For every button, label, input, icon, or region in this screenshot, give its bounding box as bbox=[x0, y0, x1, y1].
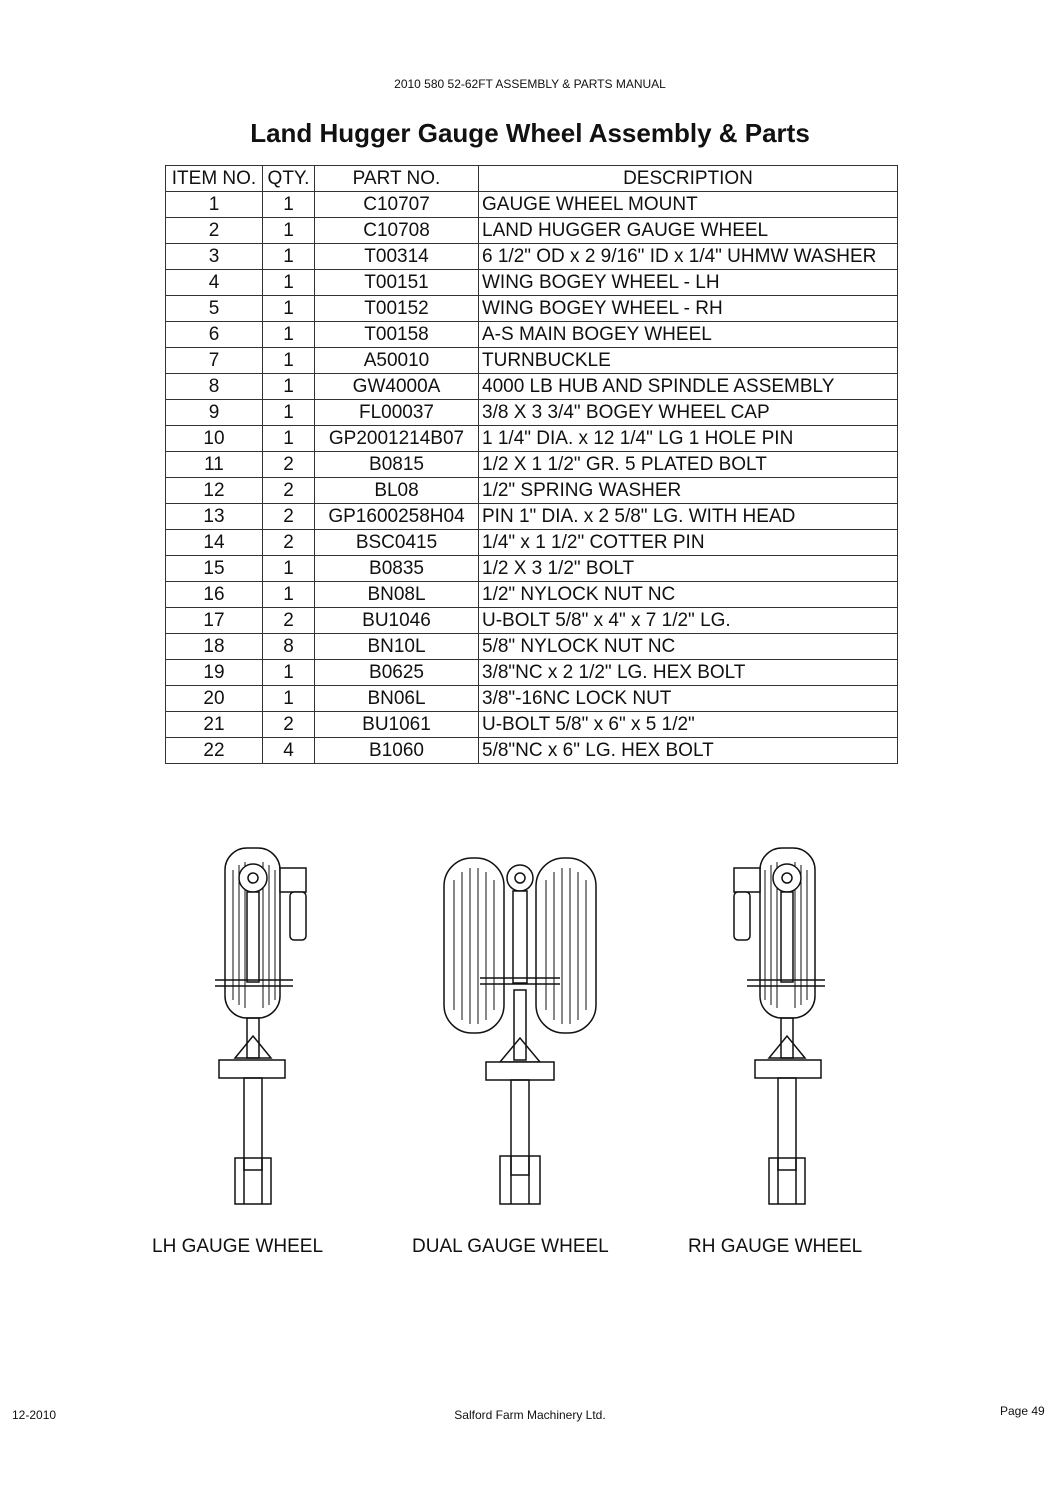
dual-gauge-wheel-drawing bbox=[440, 850, 600, 1205]
cell-qty: 4 bbox=[263, 738, 315, 764]
cell-description: 5/8"NC x 6" LG. HEX BOLT bbox=[479, 738, 898, 764]
cell-qty: 1 bbox=[263, 660, 315, 686]
table-row bbox=[166, 296, 898, 322]
cell-item-no: 4 bbox=[166, 270, 263, 296]
table-row bbox=[166, 244, 898, 270]
cell-part-no: BSC0415 bbox=[315, 530, 479, 556]
column-header-description: DESCRIPTION bbox=[479, 166, 898, 192]
cell-item-no: 22 bbox=[166, 738, 263, 764]
cell-part-no: BN08L bbox=[315, 582, 479, 608]
cell-part-no: T00158 bbox=[315, 322, 479, 348]
cell-description: 1/4" x 1 1/2" COTTER PIN bbox=[479, 530, 898, 556]
cell-qty: 2 bbox=[263, 478, 315, 504]
cell-qty: 1 bbox=[263, 686, 315, 712]
cell-item-no: 14 bbox=[166, 530, 263, 556]
cell-item-no: 15 bbox=[166, 556, 263, 582]
table-row bbox=[166, 374, 898, 400]
cell-qty: 2 bbox=[263, 530, 315, 556]
cell-qty: 1 bbox=[263, 582, 315, 608]
column-header-qty: QTY. bbox=[263, 166, 315, 192]
cell-item-no: 11 bbox=[166, 452, 263, 478]
cell-description: 1 1/4" DIA. x 12 1/4" LG 1 HOLE PIN bbox=[479, 426, 898, 452]
cell-part-no: C10708 bbox=[315, 218, 479, 244]
cell-qty: 1 bbox=[263, 556, 315, 582]
cell-part-no: B0835 bbox=[315, 556, 479, 582]
table-row bbox=[166, 556, 898, 582]
cell-item-no: 17 bbox=[166, 608, 263, 634]
column-header-item-no: ITEM NO. bbox=[166, 166, 263, 192]
cell-item-no: 9 bbox=[166, 400, 263, 426]
cell-qty: 2 bbox=[263, 452, 315, 478]
cell-qty: 1 bbox=[263, 426, 315, 452]
cell-item-no: 21 bbox=[166, 712, 263, 738]
cell-item-no: 5 bbox=[166, 296, 263, 322]
table-row bbox=[166, 322, 898, 348]
cell-description: 5/8" NYLOCK NUT NC bbox=[479, 634, 898, 660]
cell-qty: 2 bbox=[263, 712, 315, 738]
table-row bbox=[166, 452, 898, 478]
cell-item-no: 2 bbox=[166, 218, 263, 244]
cell-part-no: GP2001214B07 bbox=[315, 426, 479, 452]
cell-qty: 1 bbox=[263, 218, 315, 244]
cell-item-no: 1 bbox=[166, 192, 263, 218]
cell-qty: 1 bbox=[263, 348, 315, 374]
column-header-part-no: PART NO. bbox=[315, 166, 479, 192]
cell-item-no: 20 bbox=[166, 686, 263, 712]
table-row bbox=[166, 530, 898, 556]
cell-description: WING BOGEY WHEEL - RH bbox=[479, 296, 898, 322]
table-row bbox=[166, 608, 898, 634]
lh-gauge-wheel-caption: LH GAUGE WHEEL bbox=[152, 1236, 324, 1257]
cell-description: TURNBUCKLE bbox=[479, 348, 898, 374]
cell-part-no: GW4000A bbox=[315, 374, 479, 400]
cell-item-no: 8 bbox=[166, 374, 263, 400]
cell-item-no: 6 bbox=[166, 322, 263, 348]
rh-gauge-wheel-caption: RH GAUGE WHEEL bbox=[688, 1236, 863, 1257]
table-row bbox=[166, 634, 898, 660]
table-row bbox=[166, 660, 898, 686]
table-row bbox=[166, 426, 898, 452]
cell-item-no: 19 bbox=[166, 660, 263, 686]
table-row bbox=[166, 270, 898, 296]
cell-description: PIN 1" DIA. x 2 5/8" LG. WITH HEAD bbox=[479, 504, 898, 530]
cell-item-no: 18 bbox=[166, 634, 263, 660]
cell-description: 1/2 X 3 1/2" BOLT bbox=[479, 556, 898, 582]
cell-qty: 1 bbox=[263, 296, 315, 322]
cell-description: A-S MAIN BOGEY WHEEL bbox=[479, 322, 898, 348]
cell-qty: 1 bbox=[263, 322, 315, 348]
cell-qty: 1 bbox=[263, 270, 315, 296]
cell-item-no: 12 bbox=[166, 478, 263, 504]
table-header-row bbox=[166, 166, 898, 192]
cell-description: 3/8"NC x 2 1/2" LG. HEX BOLT bbox=[479, 660, 898, 686]
parts-table bbox=[165, 165, 898, 764]
lh-gauge-wheel-drawing bbox=[205, 840, 315, 1205]
cell-qty: 1 bbox=[263, 374, 315, 400]
table-row bbox=[166, 738, 898, 764]
cell-description: 1/2 X 1 1/2" GR. 5 PLATED BOLT bbox=[479, 452, 898, 478]
cell-description: LAND HUGGER GAUGE WHEEL bbox=[479, 218, 898, 244]
cell-qty: 8 bbox=[263, 634, 315, 660]
table-row bbox=[166, 686, 898, 712]
cell-description: 1/2" NYLOCK NUT NC bbox=[479, 582, 898, 608]
cell-qty: 1 bbox=[263, 192, 315, 218]
cell-part-no: BU1061 bbox=[315, 712, 479, 738]
cell-qty: 2 bbox=[263, 504, 315, 530]
cell-description: 4000 LB HUB AND SPINDLE ASSEMBLY bbox=[479, 374, 898, 400]
cell-part-no: T00151 bbox=[315, 270, 479, 296]
cell-qty: 1 bbox=[263, 400, 315, 426]
table-row bbox=[166, 504, 898, 530]
cell-item-no: 13 bbox=[166, 504, 263, 530]
footer-company: Salford Farm Machinery Ltd. bbox=[454, 1408, 606, 1422]
table-row bbox=[166, 712, 898, 738]
footer-date: 12-2010 bbox=[12, 1408, 57, 1422]
manual-title: 2010 580 52-62FT ASSEMBLY & PARTS MANUAL bbox=[394, 77, 666, 91]
cell-description: U-BOLT 5/8" x 6" x 5 1/2" bbox=[479, 712, 898, 738]
dual-gauge-wheel-caption: DUAL GAUGE WHEEL bbox=[412, 1236, 609, 1257]
cell-part-no: A50010 bbox=[315, 348, 479, 374]
cell-description: 3/8"-16NC LOCK NUT bbox=[479, 686, 898, 712]
cell-item-no: 7 bbox=[166, 348, 263, 374]
cell-part-no: GP1600258H04 bbox=[315, 504, 479, 530]
table-row bbox=[166, 348, 898, 374]
parts-table-body bbox=[166, 192, 898, 764]
cell-part-no: BL08 bbox=[315, 478, 479, 504]
cell-description: WING BOGEY WHEEL - LH bbox=[479, 270, 898, 296]
cell-part-no: T00152 bbox=[315, 296, 479, 322]
cell-part-no: B0625 bbox=[315, 660, 479, 686]
cell-item-no: 3 bbox=[166, 244, 263, 270]
cell-description: 3/8 X 3 3/4" BOGEY WHEEL CAP bbox=[479, 400, 898, 426]
cell-item-no: 10 bbox=[166, 426, 263, 452]
table-row bbox=[166, 218, 898, 244]
page-title: Land Hugger Gauge Wheel Assembly & Parts bbox=[250, 118, 810, 148]
cell-part-no: B0815 bbox=[315, 452, 479, 478]
cell-part-no: BU1046 bbox=[315, 608, 479, 634]
cell-description: 1/2" SPRING WASHER bbox=[479, 478, 898, 504]
table-row bbox=[166, 192, 898, 218]
cell-qty: 1 bbox=[263, 244, 315, 270]
rh-gauge-wheel-drawing bbox=[725, 840, 835, 1205]
cell-description: U-BOLT 5/8" x 4" x 7 1/2" LG. bbox=[479, 608, 898, 634]
cell-part-no: T00314 bbox=[315, 244, 479, 270]
cell-qty: 2 bbox=[263, 608, 315, 634]
table-row bbox=[166, 400, 898, 426]
cell-part-no: BN06L bbox=[315, 686, 479, 712]
cell-part-no: B1060 bbox=[315, 738, 479, 764]
cell-item-no: 16 bbox=[166, 582, 263, 608]
cell-description: 6 1/2" OD x 2 9/16" ID x 1/4" UHMW WASHER bbox=[479, 244, 898, 270]
cell-description: GAUGE WHEEL MOUNT bbox=[479, 192, 898, 218]
footer-page-number: Page 49 bbox=[1000, 1404, 1045, 1418]
cell-part-no: C10707 bbox=[315, 192, 479, 218]
cell-part-no: FL00037 bbox=[315, 400, 479, 426]
cell-part-no: BN10L bbox=[315, 634, 479, 660]
table-row bbox=[166, 582, 898, 608]
table-row bbox=[166, 478, 898, 504]
